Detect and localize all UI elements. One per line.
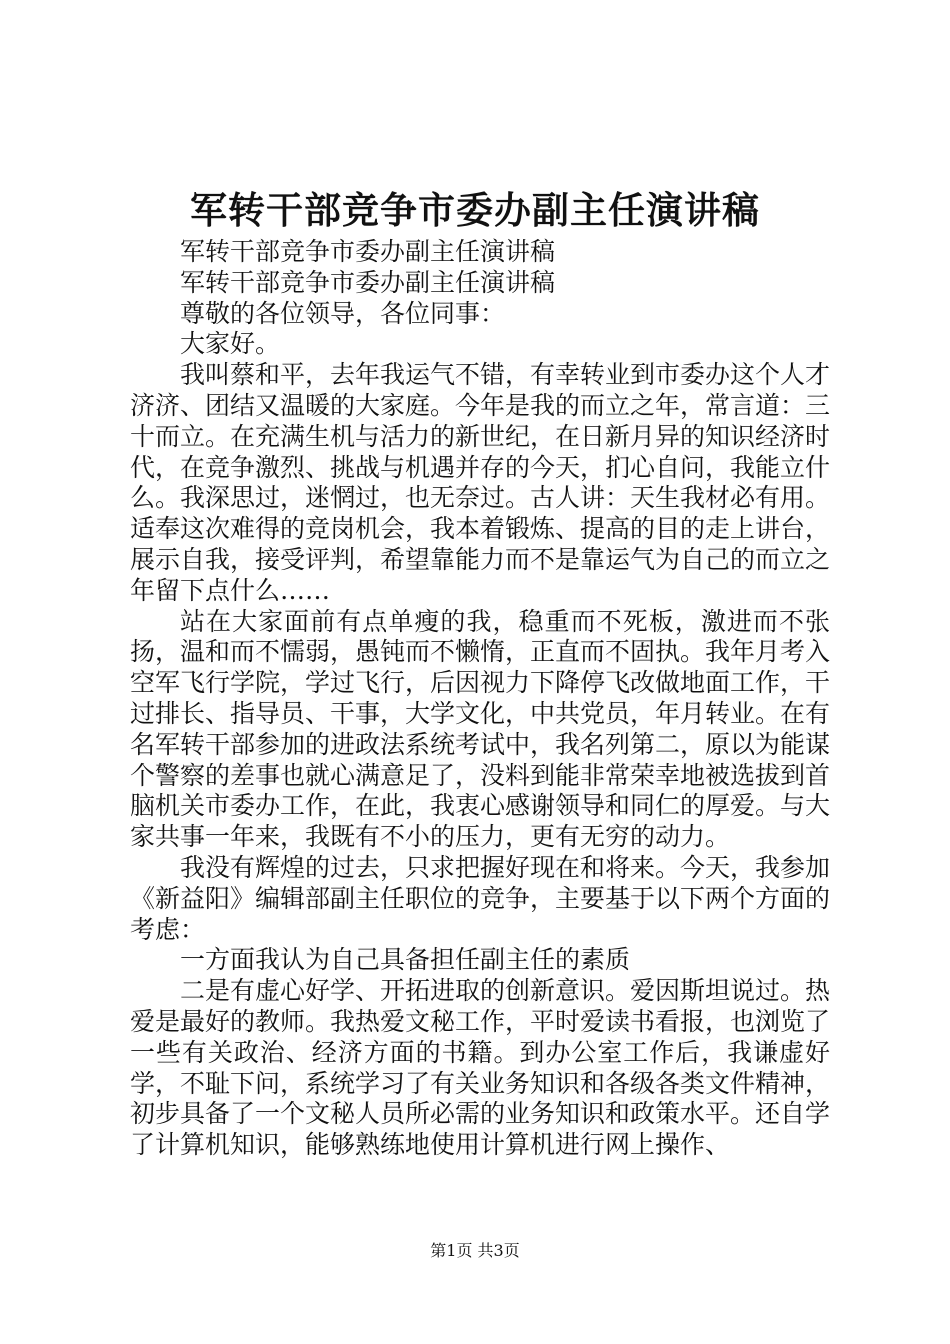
document-title: 军转干部竞争市委办副主任演讲稿 [190, 188, 760, 232]
paragraph-greeting: 大家好。 [180, 329, 281, 359]
document-body [130, 237, 830, 1161]
paragraph-point-two: 二是有虚心好学、开拓进取的创新意识。爱因斯坦说过。热爱是最好的教师。我热爱文秘工作，平时爱读书看报，也浏览了一些有关政治、经济方面的书籍。到办公室工作后，我谦虚好学，不耻下问，系统学习了有关业务知识和各级各类文件精神，初步具备了一个文秘人员所必需的业务知识和政策水平。还自学了计算机知识，能够熟练地使用计算机进行网上操作、 [130, 976, 831, 1160]
paragraph-point-one: 一方面我认为自己具备担任副主任的素质 [180, 945, 631, 975]
paragraph-subtitle-2: 军转干部竞争市委办副主任演讲稿 [180, 267, 556, 297]
paragraph-background: 站在大家面前有点单瘦的我，稳重而不死板，激进而不张扬，温和而不懦弱，愚钝而不懒惰，正直而不固执。我年月考入空军飞行学院，学过飞行，后因视力下降停飞改做地面工作，干过排长、指导员、干事，大学文化，中共党员，年月转业。在有名军转干部参加的进政法系统考试中，我名列第二，原以为能谋个警察的差事也就心满意足了，没料到能非常荣幸地被选拔到首脑机关市委办工作，在此，我衷心感谢领导和同仁的厚爱。与大家共事一年来，我既有不小的压力，更有无穷的动力。 [130, 606, 831, 852]
page-footer: 第1页 共3页 [430, 1241, 520, 1260]
paragraph-salutation: 尊敬的各位领导，各位同事： [180, 298, 506, 328]
paragraph-motivation: 我没有辉煌的过去，只求把握好现在和将来。今天，我参加《新益阳》编辑部副主任职位的竞争，主要基于以下两个方面的考虑： [130, 852, 831, 944]
paragraph-introduction: 我叫蔡和平，去年我运气不错，有幸转业到市委办这个人才济济、团结又温暖的大家庭。今年是我的而立之年，常言道：三十而立。在充满生机与活力的新世纪，在日新月异的知识经济时代，在竞争激烈、挑战与机遇并存的今天，扪心自问，我能立什么。我深思过，迷惘过，也无奈过。古人讲：天生我材必有用。适奉这次难得的竞岗机会，我本着锻炼、提高的目的走上讲台，展示自我，接受评判，希望靠能力而不是靠运气为自己的而立之年留下点什么…… [130, 360, 831, 605]
paragraph-subtitle-1: 军转干部竞争市委办副主任演讲稿 [180, 237, 556, 266]
